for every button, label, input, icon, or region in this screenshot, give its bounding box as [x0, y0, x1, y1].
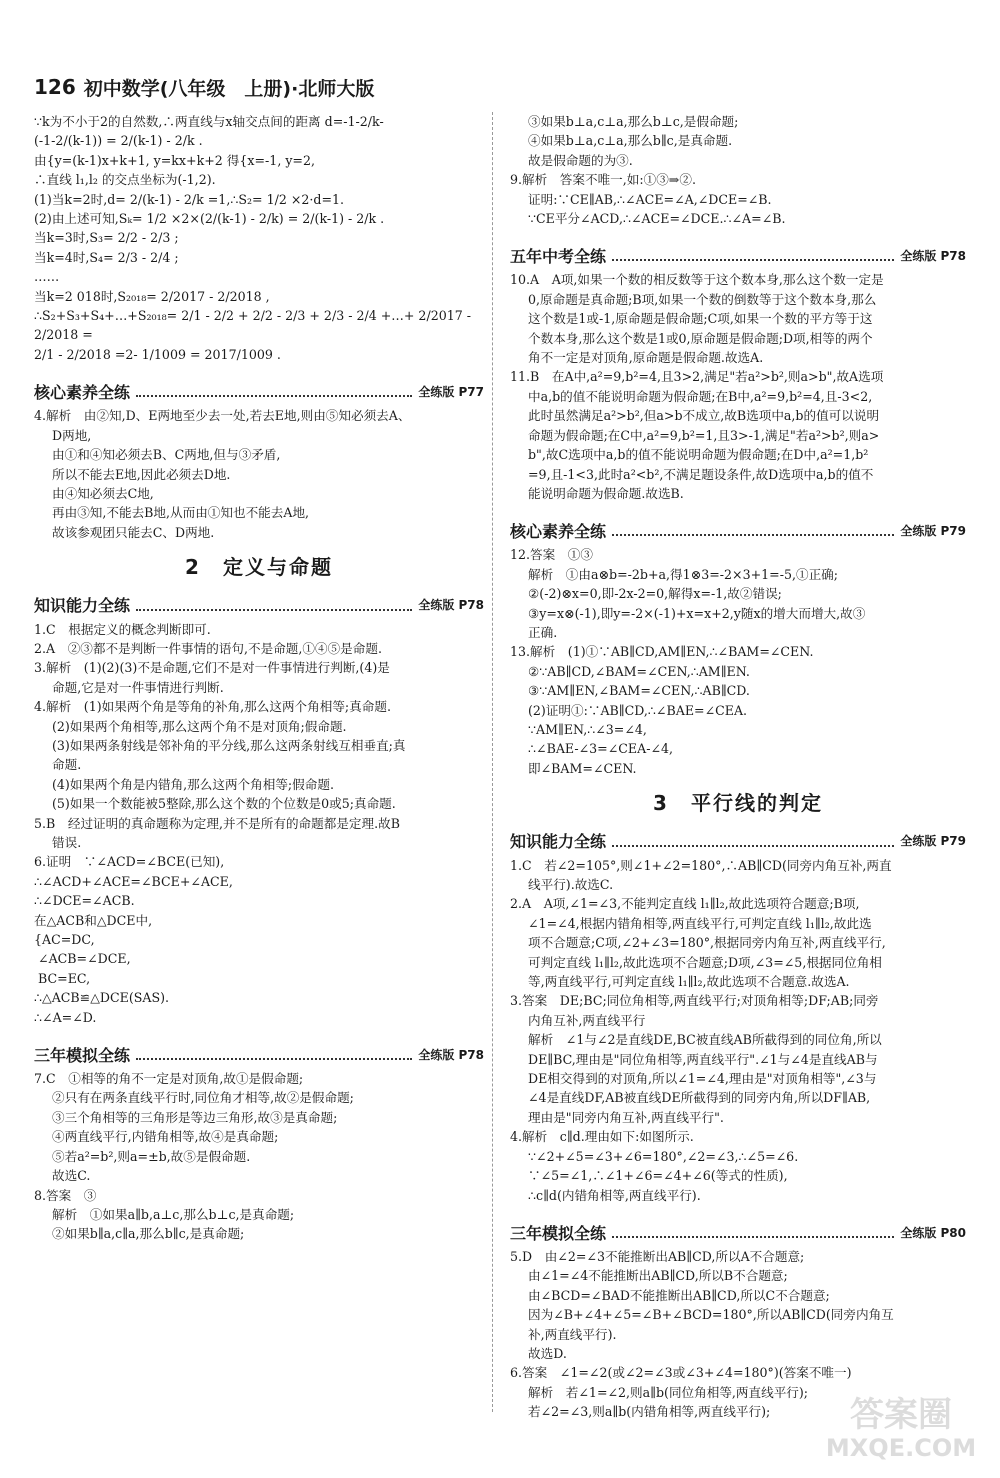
text-line: 11.B 在A中,a²=9,b²=4,且3>2,满足"若a²>b²,则a>b",故A选项 [510, 369, 884, 385]
text-line: ∴∠A=∠D. [34, 1009, 97, 1025]
text-line: 若∠2=∠3,则a∥b(内错角相等,两直线平行); [528, 1404, 771, 1420]
section-page-ref: 全练版 P78 [418, 598, 484, 613]
section-page-ref: 全练版 P80 [900, 1225, 966, 1240]
text-line: (2)证明①:∵AB∥CD,∴∠BAE=∠CEA. [528, 702, 748, 718]
section-heading [510, 240, 966, 266]
text-line: {AC=DC, [34, 932, 95, 948]
text-line: 等,两直线平行,可判定直线 l₁∥l₂,故此选项不合题意.故选A. [528, 974, 850, 990]
text-line: 项不合题意;C项,∠2+∠3=180°,根据同旁内角互补,两直线平行, [528, 935, 886, 951]
text-line: 故是假命题的为③. [528, 152, 633, 168]
page-number: 126 [34, 75, 76, 99]
text-line: (5)如果一个数能被5整除,那么这个数的个位数是0或5;真命题. [52, 796, 396, 812]
text-line: ⑤若a²=b²,则a=±b,故⑤是假命题. [52, 1148, 251, 1164]
text-line: 由①和④知必须去B、C两地,但与③矛盾, [52, 447, 281, 463]
section-heading [510, 826, 966, 852]
text-line: (2)如果两个角相等,那么这两个角不是对顶角;假命题. [52, 718, 347, 734]
dotted-leader [136, 609, 412, 611]
text-line: ③如果b⊥a,c⊥a,那么b⊥c,是假命题; [528, 114, 739, 129]
text-line: ∴S₂+S₃+S₄+…+S₂₀₁₈= 2/1 - 2/2 + 2/2 - 2/3 + 2/3 - 2/4 +…+ 2/2017 - 2/2018 = [34, 308, 476, 343]
text-line: 解析 ①如果a∥b,a⊥c,那么b⊥c,是真命题; [52, 1206, 295, 1222]
text-line: ③∵AM∥EN,∠BAM=∠CEN,∴AB∥CD. [528, 683, 750, 699]
section-title: 核心素养全练 [510, 521, 607, 541]
text-line: 即∠BAM=∠CEN. [528, 760, 637, 776]
section-title: 知识能力全练 [510, 832, 607, 852]
dotted-leader [612, 845, 894, 847]
text-line: ∵CE平分∠ACD,∴∠ACE=∠DCE.∴∠A=∠B. [528, 211, 786, 227]
text-line: 故选D. [528, 1345, 567, 1361]
text-line: (-1-2/(k-1)) = 2/(k-1) - 2/k . [34, 133, 203, 149]
section-page-ref: 全练版 P79 [900, 834, 966, 849]
text-line: 所以不能去E地,因此必须去D地. [52, 466, 231, 482]
text-line: 命题,它是对一件事情进行判断. [52, 679, 224, 695]
text-line: 在△ACB和△DCE中, [34, 912, 153, 928]
section-title: 三年模拟全练 [34, 1045, 131, 1065]
text-line: ②只有在两条直线平行时,同位角才相等,故②是假命题; [52, 1090, 354, 1106]
text-line: 理由是"同旁内角互补,两直线平行". [528, 1109, 724, 1125]
text-line: ∠4是直线DF,AB被直线DE所截得到的同旁内角,所以DF∥AB, [528, 1090, 871, 1106]
text-line: DE相交得到的对顶角,所以∠1=∠4,理由是"对顶角相等",∠3与 [528, 1071, 877, 1087]
text-line: 10.A A项,如果一个数的相反数等于这个数本身,那么这个数一定是 [510, 272, 884, 288]
chapter-title: 2 定义与命题 [185, 555, 333, 580]
watermark-line1: 答案圈 [850, 1395, 952, 1435]
text-line: 解析 若∠1=∠2,则a∥b(同位角相等,两直线平行); [528, 1384, 809, 1400]
text-line: (2)由上述可知,Sₖ= 1/2 ×2×(2/(k-1) - 2/k) = 2/(k-1) - 2/k . [34, 211, 385, 227]
column-divider [492, 112, 493, 1412]
section-heading [34, 590, 484, 616]
text-line: ③三个角相等的三角形是等边三角形,故③是真命题; [52, 1109, 338, 1125]
text-line: ∵AM∥EN,∴∠3=∠4, [528, 721, 647, 737]
text-line: ∴∠BAE-∠3=∠CEA-∠4, [528, 741, 674, 757]
text-line: 这个数是1或-1,原命题是假命题;C项,如果一个数的平方等于这 [528, 311, 873, 327]
text-line: ②如果b∥a,c∥a,那么b∥c,是真命题; [52, 1226, 245, 1242]
text-line: ∴∠ACD+∠ACE=∠BCE+∠ACE, [34, 873, 233, 889]
text-line: 由∠BCD=∠BAD不能推断出AB∥CD,所以C不合题意; [528, 1287, 830, 1303]
text-line: 6.证明 ∵∠ACD=∠BCE(已知), [34, 854, 225, 870]
section-page-ref: 全练版 P79 [900, 523, 966, 538]
dotted-leader [136, 1058, 412, 1060]
text-line: 错误. [52, 835, 82, 850]
text-line: …… [34, 269, 60, 285]
text-line: (3)如果两条射线是邻补角的平分线,那么这两条射线互相垂直;真 [52, 737, 406, 753]
text-line: 5.B 经过证明的真命题称为定理,并不是所有的命题都是定理.故B [34, 815, 400, 831]
text-line: 线平行).故选C. [528, 877, 614, 892]
text-line: 8.答案 ③ [34, 1187, 97, 1203]
text-line: ④两直线平行,内错角相等,故④是真命题; [52, 1129, 279, 1145]
text-line: D两地, [52, 427, 92, 443]
dotted-leader [612, 1236, 894, 1238]
text-line: 解析 ∠1与∠2是直线DE,BC被直线AB所截得到的同位角,所以 [528, 1032, 882, 1048]
text-line: 由④知必须去C地, [52, 485, 154, 501]
text-line: 解析 ①由a⊗b=-2b+a,得1⊗3=-2×3+1=-5,①正确; [528, 566, 839, 582]
text-line: 个数本身,那么这个数是1或0,原命题是假命题;D项,相等的两个 [528, 330, 873, 346]
text-line: 故该参观团只能去C、D两地. [52, 524, 215, 540]
text-line: 12.答案 ①③ [510, 547, 593, 563]
text-line: ∵∠5=∠1,∴∠1+∠6=∠4+∠6(等式的性质), [528, 1168, 788, 1184]
text-line: ∴c∥d(内错角相等,两直线平行). [528, 1187, 701, 1203]
text-line: 可判定直线 l₁∥l₂,故此选项不合题意;D项,∠3=∠5,根据同位角相 [528, 954, 882, 970]
text-line: 命题为假命题;在C中,a²=9,b²=1,且3>-1,满足"若a²>b²,则a> [528, 427, 880, 443]
text-line: 7.C ①相等的角不一定是对顶角,故①是假命题; [34, 1071, 304, 1087]
section-title: 知识能力全练 [34, 596, 131, 616]
text-line: =9,且-1<3,此时a²<b²,不满足题设条件,故D选项中a,b的值不 [528, 466, 874, 482]
section-heading [510, 1217, 966, 1243]
text-line: 当k=4时,S₄= 2/3 - 2/4 ; [34, 249, 179, 265]
text-line: DE∥BC,理由是"同位角相等,两直线平行".∠1与∠4是直线AB与 [528, 1051, 878, 1067]
section-heading [510, 515, 966, 541]
text-line: 0,原命题是真命题;B项,如果一个数的倒数等于这个数本身,那么 [528, 291, 877, 307]
text-line: 补,两直线平行). [528, 1326, 617, 1342]
text-line: ∠1=∠4,根据内错角相等,两直线平行,可判定直线 l₁∥l₂,故此选 [528, 915, 872, 931]
text-line: 证明:∵CE∥AB,∴∠ACE=∠A,∠DCE=∠B. [528, 191, 772, 207]
text-line: 当k=2 018时,S₂₀₁₈= 2/2017 - 2/2018 , [34, 288, 270, 304]
text-line: b",故C选项中a,b的值不能说明命题为假命题;在D中,a²=1,b² [528, 447, 869, 463]
text-line: 内角互补,两直线平行 [528, 1012, 646, 1028]
text-line: ②(-2)⊗x=0,即-2x-2=0,解得x=-1,故②错误; [528, 586, 782, 602]
section-title: 三年模拟全练 [510, 1223, 607, 1243]
text-line: 由∠1=∠4不能推断出AB∥CD,所以B不合题意; [528, 1268, 788, 1284]
text-line: ②∵AB∥CD,∠BAM=∠CEN,∴AM∥EN. [528, 663, 750, 679]
text-line: 角不一定是对顶角,原命题是假命题.故选A. [528, 350, 764, 366]
section-heading [34, 376, 484, 402]
text-line: 中a,b的值不能说明命题为假命题;在B中,a²=9,b²=4,且-3<2, [528, 388, 873, 404]
text-line: 1.C 若∠2=105°,则∠1+∠2=180°,∴AB∥CD(同旁内角互补,两直 [510, 857, 892, 873]
text-line: 因为∠B+∠4+∠5=∠B+∠BCD=180°,所以AB∥CD(同旁内角互 [528, 1307, 894, 1323]
text-line: 3.答案 DE;BC;同位角相等,两直线平行;对顶角相等;DF;AB;同旁 [510, 993, 879, 1009]
text-line: 13.解析 (1)①∵AB∥CD,AM∥EN,∴∠BAM=∠CEN. [510, 644, 814, 660]
chapter-title: 3 平行线的判定 [653, 791, 823, 816]
text-line: ∴△ACB≌△DCE(SAS). [34, 990, 170, 1006]
section-title: 五年中考全练 [510, 247, 607, 267]
text-line: 由{y=(k-1)x+k+1, y=kx+k+2 得{x=-1, y=2, [34, 152, 316, 168]
text-line: 能说明命题为假命题.故选B. [528, 485, 684, 501]
text-line: 4.解析 (1)如果两个角是等角的补角,那么这两个角相等;真命题. [34, 699, 391, 715]
section-page-ref: 全练版 P78 [900, 249, 966, 264]
text-line: (1)当k=2时,d= 2/(k-1) - 2/k =1,∴S₂= 1/2 ×2·d=1. [34, 191, 345, 207]
dotted-leader [136, 395, 412, 397]
text-line: ∴直线 l₁,l₂ 的交点坐标为(-1,2). [34, 172, 216, 188]
text-line: 此时虽然满足a²>b²,但a>b不成立,故B选项中a,b的值可以说明 [528, 408, 880, 424]
text-line: ∴∠DCE=∠ACB. [34, 893, 135, 909]
text-line: 2.A A项,∠1=∠3,不能判定直线 l₁∥l₂,故此选项符合题意;B项, [510, 896, 860, 912]
section-heading [34, 1039, 484, 1065]
text-line: 6.答案 ∠1=∠2(或∠2=∠3或∠3+∠4=180°)(答案不唯一) [510, 1365, 852, 1381]
text-line: 2/1 - 2/2018 =2- 1/1009 = 2017/1009 . [34, 346, 281, 362]
dotted-leader [612, 534, 894, 536]
text-line: ∵k为不小于2的自然数,∴两直线与x轴交点间的距离 d=-1-2/k- [34, 114, 384, 129]
section-page-ref: 全练版 P77 [418, 384, 484, 399]
text-line: 5.D 由∠2=∠3不能推断出AB∥CD,所以A不合题意; [510, 1248, 805, 1264]
watermark-logo [826, 1386, 976, 1466]
text-line: 当k=3时,S₃= 2/2 - 2/3 ; [34, 230, 179, 246]
text-line: 2.A ②③都不是判断一件事情的语句,不是命题,①④⑤是命题. [34, 640, 382, 656]
dotted-leader [612, 259, 894, 261]
text-line: 故选C. [52, 1168, 91, 1184]
text-line: ③y=x⊗(-1),即y=-2×(-1)+x=x+2,y随x的增大而增大,故③ [528, 605, 866, 621]
text-line: 3.解析 (1)(2)(3)不是命题,它们不是对一件事情进行判断,(4)是 [34, 660, 390, 676]
page-header [34, 72, 974, 102]
text-line: ④如果b⊥a,c⊥a,那么b∥c,是真命题. [528, 133, 733, 149]
text-line: 9.解析 答案不唯一,如:①③⇒②. [510, 172, 696, 188]
text-line: 4.解析 由②知,D、E两地至少去一处,若去E地,则由⑤知必须去A、 [34, 408, 411, 424]
text-line: BC=EC, [34, 970, 91, 986]
text-line: 1.C 根据定义的概念判断即可. [34, 621, 211, 637]
text-line: (4)如果两个角是内错角,那么这两个角相等;假命题. [52, 776, 334, 792]
text-line: ∵∠2+∠5=∠3+∠6=180°,∠2=∠3,∴∠5=∠6. [528, 1148, 799, 1164]
text-line: 4.解析 c∥d.理由如下:如图所示. [510, 1129, 694, 1145]
section-page-ref: 全练版 P78 [418, 1047, 484, 1062]
section-title: 核心素养全练 [34, 382, 131, 402]
book-title: 初中数学(八年级 上册)·北师大版 [83, 77, 375, 100]
watermark-line2: MXQE.COM [826, 1434, 976, 1462]
text-line: 再由③知,不能去B地,从而由①知也不能去A地, [52, 505, 310, 521]
text-line: 正确. [528, 624, 558, 640]
left-column [34, 112, 484, 1244]
text-line: ∠ACB=∠DCE, [34, 951, 131, 967]
text-line: 命题. [52, 757, 82, 773]
right-column [510, 112, 966, 1422]
